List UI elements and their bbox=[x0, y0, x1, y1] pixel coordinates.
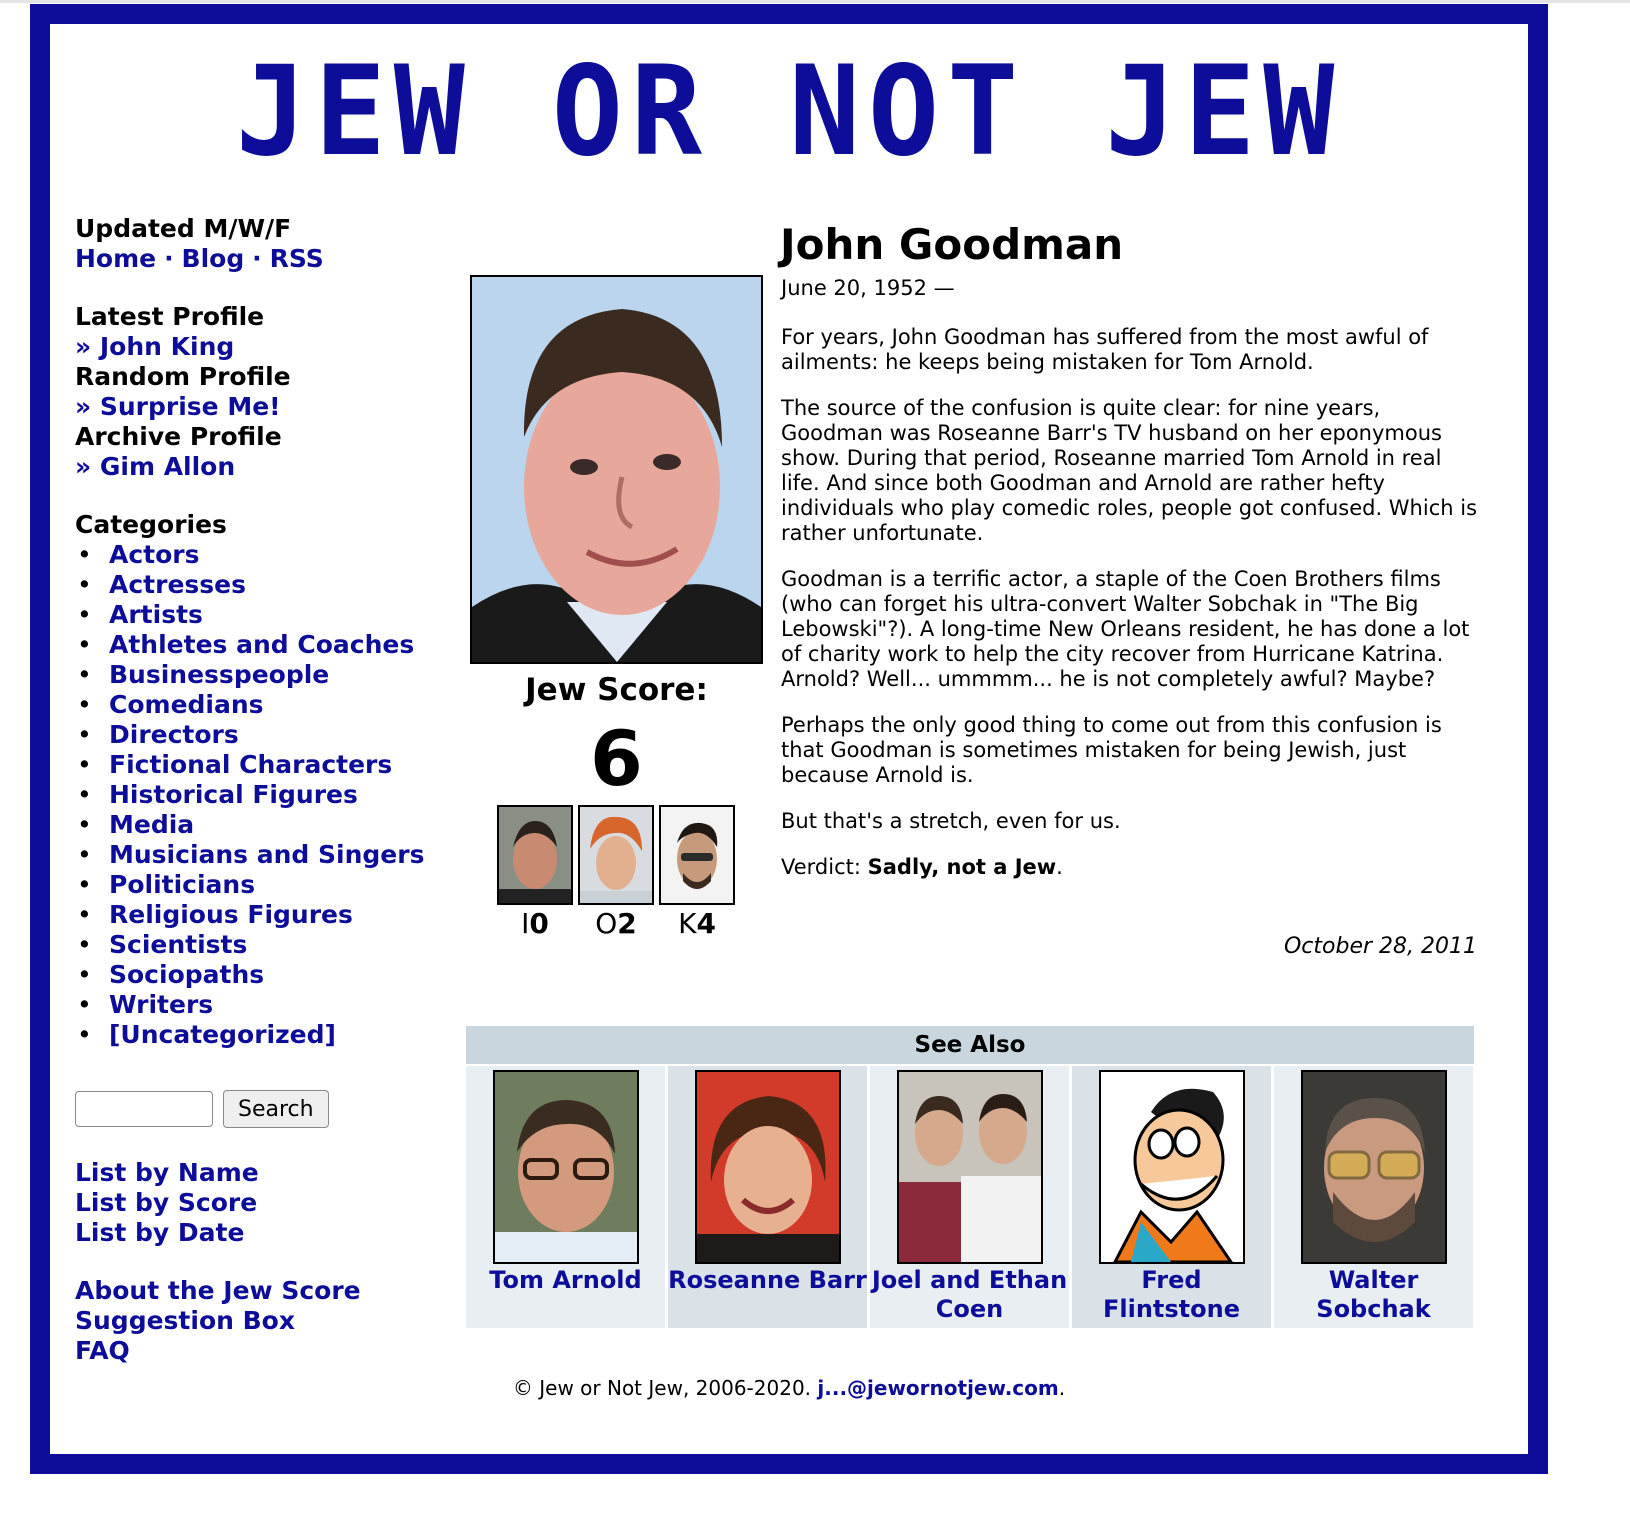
article-paragraph: But that's a stretch, even for us. bbox=[781, 809, 1121, 833]
category-artists[interactable]: Artists bbox=[109, 600, 203, 629]
category-fictional[interactable]: Fictional Characters bbox=[109, 750, 393, 779]
category-item bbox=[109, 930, 455, 960]
category-item bbox=[109, 660, 455, 690]
category-item bbox=[109, 1020, 455, 1050]
see-also-link-coen-brothers[interactable]: Joel and Ethan Coen bbox=[871, 1266, 1068, 1323]
category-sociopaths[interactable]: Sociopaths bbox=[109, 960, 265, 989]
category-item bbox=[109, 900, 455, 930]
list-by-score-link[interactable]: List by Score bbox=[75, 1188, 258, 1217]
category-item bbox=[109, 960, 455, 990]
suggestion-box-link[interactable]: Suggestion Box bbox=[75, 1306, 295, 1335]
subscore-label: O2 bbox=[595, 907, 637, 940]
latest-profile-link[interactable]: » John King bbox=[75, 332, 235, 361]
categories-list bbox=[75, 540, 455, 1050]
search-button[interactable]: Search bbox=[223, 1090, 329, 1128]
faq-link[interactable]: FAQ bbox=[75, 1336, 130, 1365]
category-item bbox=[109, 840, 455, 870]
random-profile-link[interactable]: » Surprise Me! bbox=[75, 392, 281, 421]
subscore-label: I0 bbox=[521, 907, 549, 940]
see-also-thumbnail[interactable] bbox=[1301, 1070, 1447, 1264]
see-also-card[interactable] bbox=[466, 1066, 665, 1328]
article-paragraph: For years, John Goodman has suffered from the most awful of ailments: he keeps being mistaken for Tom Arnold. bbox=[781, 325, 1429, 374]
category-uncategorized[interactable]: [Uncategorized] bbox=[109, 1020, 336, 1049]
see-also-link-tom-arnold[interactable]: Tom Arnold bbox=[489, 1266, 642, 1294]
search-input[interactable] bbox=[75, 1091, 213, 1127]
category-item bbox=[109, 810, 455, 840]
see-also-thumbnail[interactable] bbox=[493, 1070, 639, 1264]
category-item bbox=[109, 540, 455, 570]
category-politicians[interactable]: Politicians bbox=[109, 870, 256, 899]
see-also-card[interactable] bbox=[870, 1066, 1069, 1328]
category-item bbox=[109, 990, 455, 1020]
category-media[interactable]: Media bbox=[109, 810, 195, 839]
list-by-date-link[interactable]: List by Date bbox=[75, 1218, 245, 1247]
category-item bbox=[109, 780, 455, 810]
page-frame bbox=[30, 4, 1548, 1474]
profile-portrait bbox=[470, 275, 763, 664]
see-also-card[interactable] bbox=[668, 1066, 867, 1328]
jew-score-value: 6 bbox=[590, 714, 643, 803]
nav-separator: · bbox=[164, 244, 174, 273]
see-also-thumbnail[interactable] bbox=[897, 1070, 1043, 1264]
see-also-link-roseanne-barr[interactable]: Roseanne Barr bbox=[668, 1266, 867, 1294]
category-religious[interactable]: Religious Figures bbox=[109, 900, 353, 929]
see-also-link-fred-flintstone[interactable]: Fred Flintstone bbox=[1102, 1266, 1240, 1323]
random-profile-label: Random Profile bbox=[75, 362, 291, 391]
top-rule bbox=[0, 0, 1630, 3]
archive-profile-link[interactable]: » Gim Allon bbox=[75, 452, 236, 481]
see-also-list bbox=[466, 1066, 1474, 1328]
category-comedians[interactable]: Comedians bbox=[109, 690, 264, 719]
category-directors[interactable]: Directors bbox=[109, 720, 239, 749]
article-paragraph: Perhaps the only good thing to come out from this confusion is that Goodman is sometimes mistaken for being Jewish, just because Arnold is. bbox=[781, 713, 1442, 787]
category-scientists[interactable]: Scientists bbox=[109, 930, 248, 959]
page-content bbox=[50, 24, 1528, 1454]
see-also-heading: See Also bbox=[466, 1026, 1474, 1064]
verdict: Verdict: Sadly, not a Jew. bbox=[781, 855, 1063, 879]
subscore-labels bbox=[497, 907, 735, 940]
categories-label: Categories bbox=[75, 510, 227, 539]
see-also-link-walter-sobchak[interactable]: Walter Sobchak bbox=[1316, 1266, 1431, 1323]
list-by-name-link[interactable]: List by Name bbox=[75, 1158, 259, 1187]
see-also-thumbnail[interactable] bbox=[695, 1070, 841, 1264]
category-item bbox=[109, 630, 455, 660]
footer: © Jew or Not Jew, 2006-2020. j...@jewornotjew.com. bbox=[512, 1376, 1066, 1400]
category-actors[interactable]: Actors bbox=[109, 540, 200, 569]
updated-schedule: Updated M/W/F bbox=[75, 214, 292, 243]
nav-separator: · bbox=[252, 244, 262, 273]
category-athletes[interactable]: Athletes and Coaches bbox=[109, 630, 415, 659]
subscore-images bbox=[497, 805, 735, 905]
category-historical[interactable]: Historical Figures bbox=[109, 780, 358, 809]
article-date: October 28, 2011 bbox=[1283, 934, 1477, 959]
profile-article bbox=[781, 276, 1477, 901]
profile-title: John Goodman bbox=[780, 220, 1124, 269]
category-item bbox=[109, 750, 455, 780]
home-link[interactable]: Home bbox=[75, 244, 157, 273]
category-item bbox=[109, 570, 455, 600]
subscore-label: K4 bbox=[678, 907, 716, 940]
subscore-image bbox=[578, 805, 654, 905]
rss-link[interactable]: RSS bbox=[269, 244, 324, 273]
site-logo[interactable]: JEW OR NOT JEW bbox=[235, 38, 1343, 184]
subscore-image bbox=[659, 805, 735, 905]
category-actresses[interactable]: Actresses bbox=[109, 570, 246, 599]
see-also-thumbnail[interactable] bbox=[1099, 1070, 1245, 1264]
contact-email-link[interactable]: j...@jewornotjew.com bbox=[817, 1376, 1059, 1400]
category-item bbox=[109, 870, 455, 900]
about-score-link[interactable]: About the Jew Score bbox=[75, 1276, 361, 1305]
subscore-image bbox=[497, 805, 573, 905]
search-form bbox=[75, 1090, 455, 1128]
category-item bbox=[109, 720, 455, 750]
sidebar bbox=[75, 214, 455, 1394]
see-also-card[interactable] bbox=[1072, 1066, 1271, 1328]
see-also-card[interactable] bbox=[1274, 1066, 1473, 1328]
copyright-text: © Jew or Not Jew, 2006-2020. bbox=[512, 1376, 818, 1400]
category-businesspeople[interactable]: Businesspeople bbox=[109, 660, 330, 689]
verdict-value: Sadly, not a Jew bbox=[867, 855, 1057, 879]
birth-date: June 20, 1952 — bbox=[781, 276, 955, 300]
article-paragraph: Goodman is a terrific actor, a staple of the Coen Brothers films (who can forget his ultra-convert Walter Sobchak in "The Big Lebowski"?). A long-time New Orleans resident, he has done a lot of charity work to help the city recover from Hurricane Katrina. Arnold? Well... ummmm... he is not completely awful? Maybe? bbox=[781, 567, 1470, 691]
article-paragraph: The source of the confusion is quite clear: for nine years, Goodman was Roseanne Barr's TV husband on her eponymous show. During that period, Roseanne married Tom Arnold in real life. And since both Goodman and Arnold are rather hefty individuals who play comedic roles, people got confused. Which is rather unfortunate. bbox=[781, 396, 1478, 545]
blog-link[interactable]: Blog bbox=[181, 244, 245, 273]
jew-score-label: Jew Score: bbox=[525, 672, 708, 708]
category-writers[interactable]: Writers bbox=[109, 990, 214, 1019]
category-item bbox=[109, 600, 455, 630]
category-musicians[interactable]: Musicians and Singers bbox=[109, 840, 425, 869]
latest-profile-label: Latest Profile bbox=[75, 302, 265, 331]
category-item bbox=[109, 690, 455, 720]
archive-profile-label: Archive Profile bbox=[75, 422, 282, 451]
